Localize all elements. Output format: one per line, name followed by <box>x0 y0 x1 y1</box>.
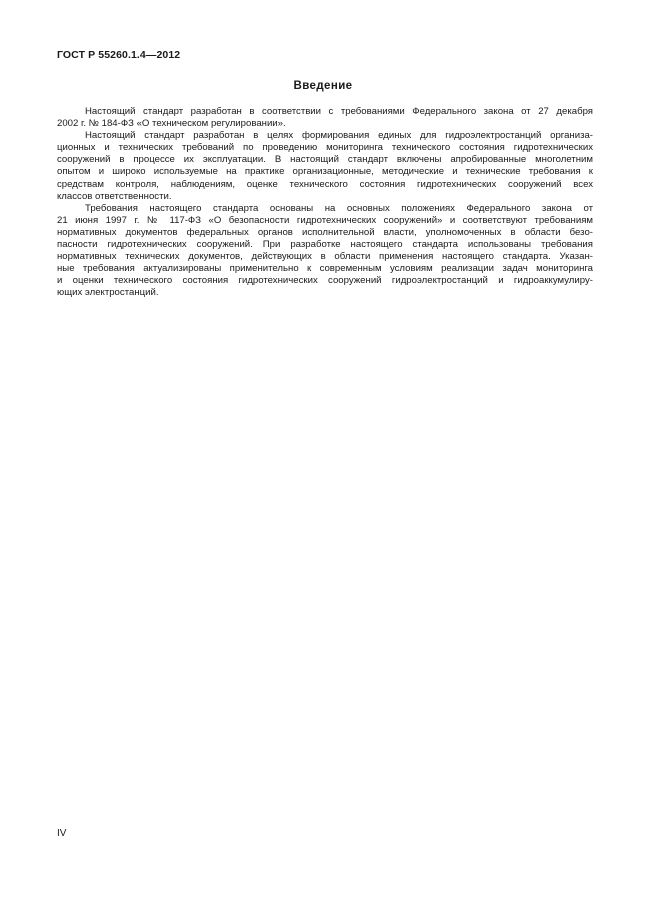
paragraph-line: нормативных технических документов, действующих в области применения настоящего стандарта. Указан- <box>57 251 593 263</box>
paragraph-line: нормативных документов федеральных органов исполнительной власти, уполномоченных в области безо- <box>57 226 593 238</box>
paragraph-line: Настоящий стандарт разработан в соответствии с требованиями Федерального закона от 27 декабря <box>85 106 593 117</box>
paragraph-line: Требования настоящего стандарта основаны на основных положениях Федерального закона от <box>85 202 593 214</box>
paragraph-line: средствам контроля, наблюдениям, оценке технического состояния гидротехнических сооружений всех <box>57 178 593 190</box>
paragraph-2 <box>57 130 593 203</box>
paragraph-line: 2002 г. № 184-ФЗ «О техническом регулировании». <box>57 118 286 130</box>
introduction-body <box>57 106 593 300</box>
page-number: IV <box>57 828 67 839</box>
paragraph-line: пасности гидротехнических сооружений. При разработке настоящего стандарта использованы требования <box>57 239 593 251</box>
paragraph-3 <box>57 203 593 300</box>
paragraph-line: опытом и широко используемые на практике организационные, методические и технические требования к <box>57 166 593 178</box>
paragraph-line: ющих электростанций. <box>57 287 159 299</box>
paragraph-line: и оценки технического состояния гидротехнических сооружений гидроэлектростанций и гидроаккумулиру- <box>57 275 593 287</box>
paragraph-line: ные требования актуализированы применительно к современным условиям реализации задач мониторинга <box>57 263 593 275</box>
paragraph-line: классов ответственности. <box>57 190 172 202</box>
paragraph-line: сооружений в процессе их эксплуатации. В настоящий стандарт включены апробированные многолетним <box>57 154 593 166</box>
standard-code-header: ГОСТ Р 55260.1.4—2012 <box>57 49 181 61</box>
section-title: Введение <box>293 80 353 92</box>
paragraph-line: Настоящий стандарт разработан в целях формирования единых для гидроэлектростанций организа- <box>85 130 593 142</box>
paragraph-line: ционных и технических требований по проведению мониторинга технического состояния гидротехнических <box>57 142 593 154</box>
paragraph-1 <box>57 106 593 130</box>
paragraph-line: 21 июня 1997 г. № 117-ФЗ «О безопасности гидротехнических сооружений» и соответствуют требованиям <box>57 214 593 226</box>
